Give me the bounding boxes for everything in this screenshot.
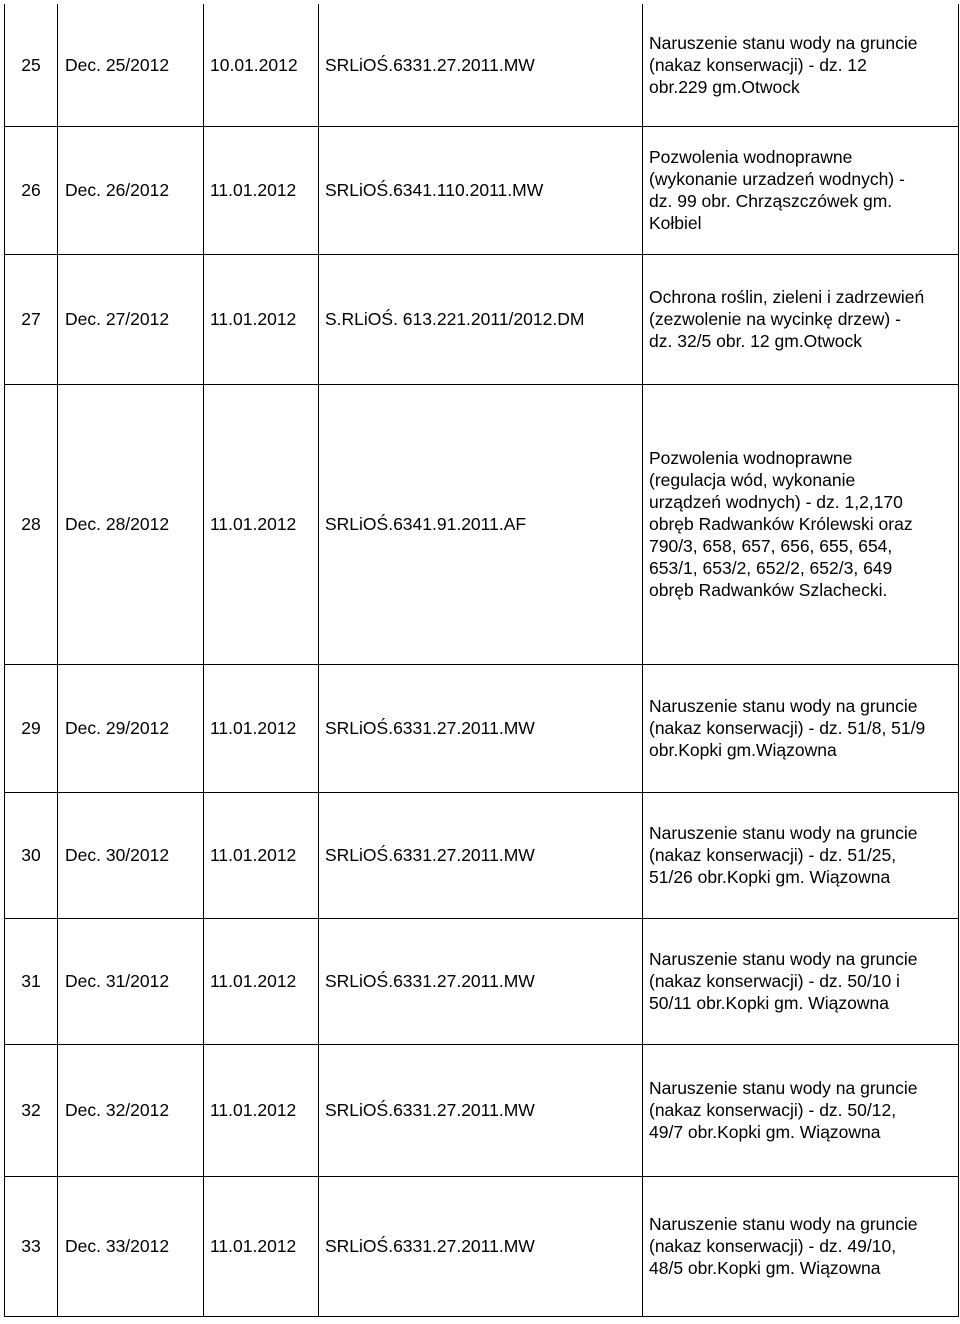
case-reference: SRLiOŚ.6331.27.2011.MW <box>319 1044 643 1176</box>
case-reference: SRLiOŚ.6331.27.2011.MW <box>319 1176 643 1316</box>
case-description <box>643 4 959 126</box>
description-line: obr.229 gm.Otwock <box>649 76 800 97</box>
description-line: 50/11 obr.Kopki gm. Wiązowna <box>649 993 889 1013</box>
decision-date: 11.01.2012 <box>204 254 319 384</box>
description-line: Naruszenie stanu wody na gruncie <box>649 1078 918 1098</box>
decision-date: 11.01.2012 <box>204 792 319 918</box>
decision-number: Dec. 27/2012 <box>58 254 204 384</box>
description-line: Pozwolenia wodnoprawne <box>649 448 853 468</box>
description-line: obręb Radwanków Szlachecki. <box>649 580 888 600</box>
description-line: obr.Kopki gm.Wiązowna <box>649 740 837 760</box>
decision-number: Dec. 26/2012 <box>58 126 204 254</box>
case-reference: SRLiOŚ.6331.27.2011.MW <box>319 792 643 918</box>
case-reference: SRLiOŚ.6331.27.2011.MW <box>319 664 643 792</box>
row-number: 30 <box>5 792 58 918</box>
description-line: (wykonanie urzadzeń wodnych) - <box>649 169 905 189</box>
description-line: (nakaz konserwacji) - dz. 50/12, <box>649 1100 897 1120</box>
decision-date: 10.01.2012 <box>204 4 319 126</box>
decisions-table <box>4 4 959 1317</box>
description-line: (zezwolenie na wycinkę drzew) - <box>649 309 901 329</box>
case-reference: SRLiOŚ.6331.27.2011.MW <box>319 918 643 1044</box>
decision-number: Dec. 33/2012 <box>58 1176 204 1316</box>
row-number: 29 <box>5 664 58 792</box>
row-number: 28 <box>5 384 58 664</box>
row-number: 32 <box>5 1044 58 1176</box>
case-description <box>643 1044 959 1176</box>
description-line: dz. 99 obr. Chrząszczówek gm. <box>649 191 893 211</box>
description-line: 51/26 obr.Kopki gm. Wiązowna <box>649 867 891 887</box>
description-line: (nakaz konserwacji) - dz. 51/25, <box>649 845 897 865</box>
table-row <box>5 918 959 1044</box>
row-number: 31 <box>5 918 58 1044</box>
table-row <box>5 254 959 384</box>
description-line: (nakaz konserwacji) - dz. 49/10, <box>649 1236 897 1256</box>
description-line: 790/3, 658, 657, 656, 655, 654, <box>649 536 893 556</box>
decision-number: Dec. 31/2012 <box>58 918 204 1044</box>
case-reference: SRLiOŚ.6341.110.2011.MW <box>319 126 643 254</box>
description-line: Pozwolenia wodnoprawne <box>649 147 853 167</box>
case-description <box>643 254 959 384</box>
description-line: urządzeń wodnych) - dz. 1,2,170 <box>649 492 903 512</box>
case-description <box>643 918 959 1044</box>
row-number: 33 <box>5 1176 58 1316</box>
table-row <box>5 126 959 254</box>
description-line: (regulacja wód, wykonanie <box>649 470 856 490</box>
description-line: 653/1, 653/2, 652/2, 652/3, 649 <box>649 558 893 578</box>
decision-date: 11.01.2012 <box>204 384 319 664</box>
description-line: 48/5 obr.Kopki gm. Wiązowna <box>649 1258 881 1278</box>
description-line: Naruszenie stanu wody na gruncie <box>649 823 918 843</box>
case-reference: SRLiOŚ.6331.27.2011.MW <box>319 4 643 126</box>
case-reference: S.RLiOŚ. 613.221.2011/2012.DM <box>319 254 643 384</box>
case-description <box>643 1176 959 1316</box>
description-line: Naruszenie stanu wody na gruncie <box>649 696 918 716</box>
case-description <box>643 792 959 918</box>
table-row <box>5 664 959 792</box>
description-line: Naruszenie stanu wody na gruncie <box>649 949 918 969</box>
decision-number: Dec. 29/2012 <box>58 664 204 792</box>
description-line: Ochrona roślin, zieleni i zadrzewień <box>649 287 925 307</box>
description-line: Naruszenie stanu wody na gruncie <box>649 1214 918 1234</box>
description-line: 49/7 obr.Kopki gm. Wiązowna <box>649 1122 881 1142</box>
description-line: (nakaz konserwacji) - dz. 12 <box>649 54 867 75</box>
table-row <box>5 1044 959 1176</box>
description-line: dz. 32/5 obr. 12 gm.Otwock <box>649 331 863 351</box>
case-reference: SRLiOŚ.6341.91.2011.AF <box>319 384 643 664</box>
decision-date: 11.01.2012 <box>204 1044 319 1176</box>
decision-number: Dec. 32/2012 <box>58 1044 204 1176</box>
table-row <box>5 792 959 918</box>
decision-number: Dec. 30/2012 <box>58 792 204 918</box>
table-row <box>5 1176 959 1316</box>
table-row <box>5 4 959 126</box>
table-row <box>5 384 959 664</box>
row-number: 25 <box>5 4 58 126</box>
description-line: obręb Radwanków Królewski oraz <box>649 514 913 534</box>
decision-date: 11.01.2012 <box>204 126 319 254</box>
decision-date: 11.01.2012 <box>204 1176 319 1316</box>
decision-number: Dec. 25/2012 <box>58 4 204 126</box>
description-line: (nakaz konserwacji) - dz. 51/8, 51/9 <box>649 718 926 738</box>
row-number: 27 <box>5 254 58 384</box>
case-description <box>643 664 959 792</box>
description-line: (nakaz konserwacji) - dz. 50/10 i <box>649 971 900 991</box>
row-number: 26 <box>5 126 58 254</box>
decision-date: 11.01.2012 <box>204 918 319 1044</box>
decision-date: 11.01.2012 <box>204 664 319 792</box>
case-description <box>643 384 959 664</box>
description-line: Kołbiel <box>649 213 702 233</box>
decision-number: Dec. 28/2012 <box>58 384 204 664</box>
description-line: Naruszenie stanu wody na gruncie <box>649 32 918 53</box>
case-description <box>643 126 959 254</box>
